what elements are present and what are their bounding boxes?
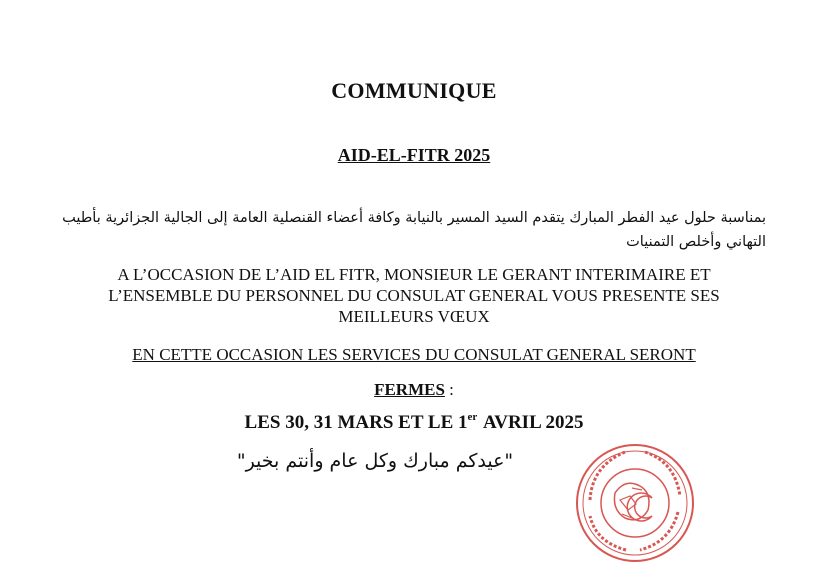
document-subtitle: AID-EL-FITR 2025	[337, 145, 491, 165]
french-message-line: A L’OCCASION DE L’AID EL FITR, MONSIEUR LE GERANT INTERIMAIRE ET	[117, 265, 711, 284]
dates-before: LES 30, 31 MARS ET LE 1	[244, 412, 468, 433]
closed-punct: :	[444, 380, 454, 399]
services-notice: EN CETTE OCCASION LES SERVICES DU CONSULAT GENERAL SERONT	[132, 345, 696, 364]
french-message-line: MEILLEURS VŒUX	[338, 307, 490, 326]
closed-notice	[0, 380, 828, 400]
consulate-seal-stamp	[570, 438, 700, 568]
eid-greeting: "عيدكم مبارك وكل عام وأنتم بخير"	[236, 450, 514, 472]
closed-word: FERMES	[374, 380, 445, 399]
french-message	[0, 264, 828, 327]
seal-lettering-marks	[590, 452, 680, 550]
dates-sup: er	[467, 411, 478, 423]
dates-after: AVRIL 2025	[479, 412, 584, 433]
french-message-line: L’ENSEMBLE DU PERSONNEL DU CONSULAT GENERAL VOUS PRESENTE SES	[108, 286, 720, 305]
document-title: COMMUNIQUE	[331, 78, 497, 103]
arabic-message: بمناسبة حلول عيد الفطر المبارك يتقدم السيد المسير بالنيابة وكافة أعضاء القنصلية العامة إلى الجالية الجزائرية بأطيب التهاني وأخلص التمنيات	[62, 210, 766, 250]
closure-dates	[0, 411, 828, 434]
seal-emblem	[614, 483, 649, 520]
